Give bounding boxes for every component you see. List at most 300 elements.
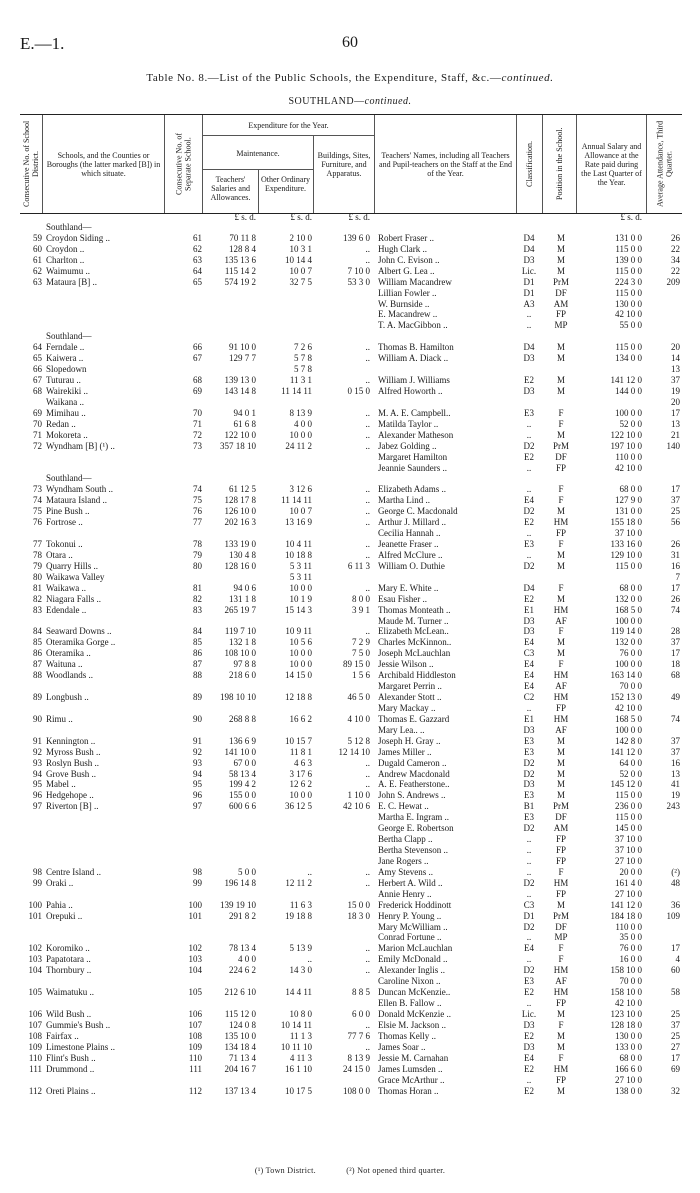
school-name: Centre Island .. bbox=[46, 866, 101, 877]
annual-salary: 131 0 0 bbox=[615, 232, 642, 243]
other-expenditure: 10 8 0 bbox=[289, 1009, 312, 1019]
average-attendance: 69 bbox=[671, 1063, 680, 1074]
table-header bbox=[20, 114, 682, 214]
district-number: 95 bbox=[33, 779, 42, 790]
school-name: Wyndham [B] (¹) .. bbox=[46, 440, 115, 451]
average-attendance: 37 bbox=[671, 1019, 680, 1030]
teachers-salaries: 130 4 8 bbox=[229, 549, 256, 560]
buildings-expenditure: 4 10 0 bbox=[347, 713, 370, 724]
district-number: 59 bbox=[33, 232, 42, 243]
position: M bbox=[556, 232, 565, 243]
school-name: Waikawa .. bbox=[46, 582, 87, 593]
position: FP bbox=[555, 702, 566, 713]
annual-salary: 70 0 0 bbox=[619, 976, 642, 987]
other-expenditure: 12 11 2 bbox=[285, 877, 312, 888]
other-expenditure: 7 2 6 bbox=[294, 342, 312, 353]
table-row bbox=[20, 790, 682, 800]
teacher-name: Mary Mackay .. bbox=[378, 702, 436, 713]
average-attendance: 37 bbox=[671, 746, 680, 757]
school-number: 61 bbox=[193, 232, 202, 243]
teacher-name: Jane Rogers .. bbox=[378, 855, 429, 866]
school-name: Mimihau .. bbox=[46, 407, 86, 418]
table-row-continuation bbox=[20, 288, 682, 298]
teachers-salaries: 124 0 8 bbox=[229, 1019, 256, 1030]
classification: E4 bbox=[524, 1052, 534, 1063]
school-number: 68 bbox=[193, 375, 202, 385]
table-row bbox=[20, 954, 682, 964]
position: HM bbox=[553, 987, 569, 998]
position: M bbox=[556, 637, 565, 648]
teacher-name: William O. Duthie bbox=[378, 560, 445, 571]
district-number: 105 bbox=[28, 987, 42, 998]
other-expenditure: 2 10 0 bbox=[289, 232, 312, 243]
school-number: 112 bbox=[188, 1085, 202, 1096]
table-row-continuation bbox=[20, 976, 682, 986]
table-row bbox=[20, 769, 682, 779]
district-number: 107 bbox=[28, 1019, 42, 1030]
classification: D2 bbox=[523, 921, 535, 932]
school-name: Southland— bbox=[46, 222, 92, 232]
teacher-name: Emily McDonald .. bbox=[378, 954, 448, 965]
teacher-name: William A. Diack .. bbox=[378, 353, 449, 364]
school-name: Grove Bush .. bbox=[46, 768, 96, 779]
annual-salary: 122 10 0 bbox=[610, 429, 642, 440]
position: M bbox=[556, 353, 565, 364]
header-position: Position in the School. bbox=[542, 115, 576, 213]
district-number: 93 bbox=[33, 757, 42, 768]
district-number: 60 bbox=[33, 243, 42, 254]
teacher-name: Thomas Kelly .. bbox=[378, 1030, 436, 1041]
other-expenditure: 10 15 7 bbox=[285, 735, 312, 746]
position: FP bbox=[555, 888, 566, 899]
school-number: 73 bbox=[193, 440, 202, 451]
table-row-continuation bbox=[20, 452, 682, 462]
classification: .. bbox=[526, 429, 532, 440]
district-number: 108 bbox=[28, 1030, 42, 1041]
teacher-name: Elizabeth McLean.. bbox=[378, 626, 449, 637]
position: F bbox=[558, 407, 564, 418]
teachers-salaries: 139 13 0 bbox=[224, 375, 256, 385]
header-other-expenditure: Other Ordinary Expenditure. bbox=[260, 175, 311, 193]
annual-salary: 16 0 0 bbox=[619, 954, 642, 965]
school-name: Limestone Plains .. bbox=[46, 1041, 115, 1052]
teacher-name: Conrad Fortune .. bbox=[378, 932, 442, 943]
other-expenditure: 36 12 5 bbox=[285, 801, 312, 812]
school-number: 85 bbox=[193, 637, 202, 648]
table-row bbox=[20, 408, 682, 418]
classification: .. bbox=[526, 1074, 532, 1085]
position: AF bbox=[555, 615, 567, 626]
table-row bbox=[20, 1053, 682, 1063]
header-teachers-names: Teachers' Names, including all Teachers and Pupil-teachers on the Staff at the End of the Year. bbox=[374, 115, 516, 213]
district-number: 98 bbox=[33, 866, 42, 877]
table-row bbox=[20, 506, 682, 516]
teacher-name: Alexander Matheson bbox=[378, 429, 454, 440]
annual-salary: 52 0 0 bbox=[619, 768, 642, 779]
table-row-continuation bbox=[20, 703, 682, 713]
classification: D4 bbox=[523, 243, 535, 254]
buildings-expenditure: 77 7 6 bbox=[347, 1030, 370, 1041]
other-expenditure: 11 3 1 bbox=[289, 375, 312, 385]
school-name: Mabel .. bbox=[46, 779, 76, 790]
school-name: Woodlands .. bbox=[46, 670, 94, 681]
average-attendance: 26 bbox=[671, 232, 680, 243]
other-expenditure: 14 15 0 bbox=[285, 670, 312, 681]
classification: D3 bbox=[523, 1019, 535, 1030]
table-row bbox=[20, 572, 682, 582]
average-attendance: 243 bbox=[666, 801, 680, 812]
table-row-continuation bbox=[20, 932, 682, 942]
teacher-name: Alfred Howorth .. bbox=[378, 385, 443, 396]
position: M bbox=[556, 593, 565, 604]
average-attendance: 37 bbox=[671, 637, 680, 648]
school-name: Oraki .. bbox=[46, 877, 74, 888]
district-number: 88 bbox=[33, 670, 42, 681]
other-expenditure: 14 4 11 bbox=[285, 987, 312, 998]
position: M bbox=[556, 1041, 565, 1052]
classification: D2 bbox=[523, 506, 535, 517]
teacher-name: Hugh Clark .. bbox=[378, 243, 427, 254]
district-number: 94 bbox=[33, 768, 42, 779]
average-attendance: 27 bbox=[671, 1041, 680, 1052]
header-consecutive-school: Consecutive No. of Separate School. bbox=[164, 115, 202, 213]
school-name: Flint's Bush .. bbox=[46, 1052, 96, 1063]
teachers-salaries: 199 4 2 bbox=[229, 779, 256, 790]
teachers-salaries: 70 11 8 bbox=[229, 232, 256, 243]
other-expenditure: 10 14 4 bbox=[285, 254, 312, 265]
teachers-salaries: 135 13 6 bbox=[224, 254, 256, 265]
teacher-name: E. C. Hewat .. bbox=[378, 801, 429, 812]
school-name: Croydon .. bbox=[46, 243, 85, 254]
table-row bbox=[20, 364, 682, 374]
teacher-name: Herbert A. Wild .. bbox=[378, 877, 443, 888]
table-row bbox=[20, 430, 682, 440]
school-name: Waimatuku .. bbox=[46, 987, 95, 998]
position: FP bbox=[555, 834, 566, 845]
teacher-name: Margaret Hamilton bbox=[378, 451, 448, 462]
average-attendance: 31 bbox=[671, 549, 680, 560]
district-number: 82 bbox=[33, 593, 42, 604]
classification: .. bbox=[526, 998, 532, 1008]
district-number: 89 bbox=[33, 692, 42, 702]
teacher-name: John C. Evison .. bbox=[378, 254, 440, 265]
district-number: 62 bbox=[33, 265, 42, 276]
annual-salary: 134 0 0 bbox=[615, 353, 642, 364]
average-attendance: 17 bbox=[671, 1052, 680, 1063]
average-attendance: 25 bbox=[671, 1009, 680, 1019]
teacher-name: Bertha Clapp .. bbox=[378, 834, 433, 845]
teacher-name: Martha E. Ingram .. bbox=[378, 812, 449, 823]
district-number: 74 bbox=[33, 495, 42, 506]
position: PrM bbox=[552, 276, 569, 287]
average-attendance: 109 bbox=[666, 910, 680, 921]
other-expenditure: 12 18 8 bbox=[285, 692, 312, 702]
average-attendance: 20 bbox=[671, 342, 680, 353]
table-row bbox=[20, 626, 682, 636]
teachers-salaries: 94 0 6 bbox=[233, 582, 256, 593]
average-attendance: (²) bbox=[671, 866, 680, 877]
table-row-continuation bbox=[20, 922, 682, 932]
position: M bbox=[556, 265, 565, 276]
district-number: 87 bbox=[33, 659, 42, 670]
annual-salary: 37 10 0 bbox=[615, 845, 642, 855]
buildings-expenditure: 0 15 0 bbox=[347, 385, 370, 396]
annual-salary: 152 13 0 bbox=[610, 692, 642, 702]
district-number: 83 bbox=[33, 604, 42, 615]
position: AM bbox=[553, 823, 569, 834]
district-number: 112 bbox=[28, 1085, 42, 1096]
classification: D2 bbox=[523, 823, 535, 834]
school-name: Oteramika Gorge .. bbox=[46, 637, 116, 648]
buildings-expenditure: .. bbox=[365, 375, 370, 385]
average-attendance: 68 bbox=[671, 670, 680, 681]
classification: E4 bbox=[524, 637, 534, 648]
position: DF bbox=[555, 287, 567, 298]
school-name: Pine Bush .. bbox=[46, 506, 90, 517]
table-title-continued: continued. bbox=[501, 72, 554, 84]
other-expenditure: 3 12 6 bbox=[289, 484, 312, 495]
buildings-expenditure: 89 15 0 bbox=[343, 659, 370, 670]
buildings-expenditure: .. bbox=[365, 626, 370, 637]
buildings-expenditure: .. bbox=[365, 1041, 370, 1052]
school-name: Orepuki .. bbox=[46, 910, 83, 921]
classification: E3 bbox=[524, 812, 534, 823]
average-attendance: 22 bbox=[671, 243, 680, 254]
buildings-expenditure: 1 5 6 bbox=[352, 670, 370, 681]
teachers-salaries: 218 6 0 bbox=[229, 670, 256, 681]
position: M bbox=[556, 549, 565, 560]
buildings-expenditure: .. bbox=[365, 539, 370, 549]
annual-salary: 100 0 0 bbox=[615, 724, 642, 735]
school-name: Croydon Siding .. bbox=[46, 232, 111, 243]
teachers-salaries: 139 19 10 bbox=[220, 899, 256, 910]
classification: E3 bbox=[524, 790, 534, 801]
annual-salary: 224 3 0 bbox=[615, 276, 642, 287]
table-row bbox=[20, 495, 682, 505]
buildings-expenditure: 7 5 0 bbox=[352, 648, 370, 659]
district-number: 102 bbox=[28, 943, 42, 954]
teacher-name: Caroline Nixon .. bbox=[378, 976, 441, 987]
classification: B1 bbox=[523, 801, 535, 812]
classification: .. bbox=[526, 855, 532, 866]
teachers-salaries: 133 19 0 bbox=[224, 539, 256, 549]
annual-salary: 166 6 0 bbox=[615, 1063, 642, 1074]
school-number: 71 bbox=[193, 418, 202, 429]
school-name: Charlton .. bbox=[46, 254, 85, 265]
other-expenditure: 10 1 9 bbox=[289, 593, 312, 604]
district-number: 109 bbox=[28, 1041, 42, 1052]
other-expenditure: 14 3 0 bbox=[289, 965, 312, 976]
school-name: Fortrose .. bbox=[46, 517, 83, 528]
annual-salary: 145 0 0 bbox=[615, 823, 642, 834]
teacher-name: T. A. MacGibbon .. bbox=[378, 320, 448, 331]
teacher-name: Mary E. White .. bbox=[378, 582, 439, 593]
buildings-expenditure: 18 3 0 bbox=[347, 910, 370, 921]
school-name: Oteramika .. bbox=[46, 648, 91, 659]
school-number: 70 bbox=[193, 407, 202, 418]
table-row-continuation bbox=[20, 725, 682, 735]
annual-salary: 115 0 0 bbox=[615, 265, 642, 276]
average-attendance: 22 bbox=[671, 265, 680, 276]
table-row bbox=[20, 779, 682, 789]
teacher-name: Joseph McLauchlan bbox=[378, 648, 451, 659]
school-number: 69 bbox=[193, 385, 202, 396]
district-number: 76 bbox=[33, 517, 42, 528]
average-attendance: 26 bbox=[671, 539, 680, 549]
unit-teachers-salaries: £ s. d. bbox=[234, 212, 256, 222]
teachers-salaries: 291 8 2 bbox=[229, 910, 256, 921]
school-name: Tuturau .. bbox=[46, 375, 81, 385]
teachers-salaries: 5 0 0 bbox=[238, 866, 256, 877]
buildings-expenditure: .. bbox=[365, 779, 370, 790]
school-number: 105 bbox=[188, 987, 202, 998]
school-name: Kennington .. bbox=[46, 735, 96, 746]
average-attendance: 16 bbox=[671, 560, 680, 571]
table-row bbox=[20, 539, 682, 549]
position: FP bbox=[555, 998, 566, 1008]
annual-salary: 168 5 0 bbox=[615, 713, 642, 724]
classification: D2 bbox=[523, 440, 535, 451]
classification: .. bbox=[526, 484, 532, 495]
school-number: 62 bbox=[193, 243, 202, 254]
buildings-expenditure: .. bbox=[365, 943, 370, 954]
school-number: 67 bbox=[193, 353, 202, 364]
teachers-salaries: 78 13 4 bbox=[229, 943, 256, 954]
buildings-expenditure: .. bbox=[365, 877, 370, 888]
school-name: Hedgehope .. bbox=[46, 790, 94, 801]
position: M bbox=[556, 385, 565, 396]
district-number: 111 bbox=[29, 1063, 42, 1074]
school-number: 72 bbox=[193, 429, 202, 440]
position: M bbox=[556, 768, 565, 779]
buildings-expenditure: 42 10 6 bbox=[343, 801, 370, 812]
school-number: 98 bbox=[193, 866, 202, 877]
average-attendance: 37 bbox=[671, 735, 680, 746]
classification: D3 bbox=[523, 626, 535, 637]
table-row-continuation bbox=[20, 812, 682, 822]
other-expenditure: 11 6 3 bbox=[289, 899, 312, 910]
table-row bbox=[20, 878, 682, 888]
buildings-expenditure: 15 0 0 bbox=[347, 899, 370, 910]
buildings-expenditure: 139 6 0 bbox=[343, 232, 370, 243]
teachers-salaries: 115 12 0 bbox=[224, 1009, 256, 1019]
buildings-expenditure: 8 8 5 bbox=[352, 987, 370, 998]
district-number: 64 bbox=[33, 342, 42, 353]
district-number: 90 bbox=[33, 713, 42, 724]
buildings-expenditure: .. bbox=[365, 1019, 370, 1030]
school-number: 89 bbox=[193, 692, 202, 702]
position: AF bbox=[555, 724, 567, 735]
classification: E4 bbox=[524, 943, 534, 954]
buildings-expenditure: 5 12 8 bbox=[347, 735, 370, 746]
school-name: Pahia .. bbox=[46, 899, 73, 910]
school-name: Tokonui .. bbox=[46, 539, 83, 549]
table-row-continuation bbox=[20, 463, 682, 473]
position: F bbox=[558, 659, 564, 670]
district-number: 78 bbox=[33, 549, 42, 560]
classification: E2 bbox=[524, 375, 534, 385]
table-row bbox=[20, 517, 682, 527]
teacher-name: William Macandrew bbox=[378, 276, 452, 287]
annual-salary: 115 0 0 bbox=[615, 560, 642, 571]
school-name: Mokoreta .. bbox=[46, 429, 88, 440]
teacher-name: M. A. E. Campbell.. bbox=[378, 407, 451, 418]
teacher-name: Thomas B. Hamilton bbox=[378, 342, 454, 353]
average-attendance: 56 bbox=[671, 517, 680, 528]
annual-salary: 27 10 0 bbox=[615, 1074, 642, 1085]
teachers-salaries: 132 1 8 bbox=[229, 637, 256, 648]
annual-salary: 37 10 0 bbox=[615, 528, 642, 538]
district-number: 84 bbox=[33, 626, 42, 637]
buildings-expenditure: 24 15 0 bbox=[343, 1063, 370, 1074]
classification: E2 bbox=[524, 987, 534, 998]
school-number: 88 bbox=[193, 670, 202, 681]
classification: D2 bbox=[523, 768, 535, 779]
school-name: Rimu .. bbox=[46, 713, 73, 724]
teachers-salaries: 136 6 9 bbox=[229, 735, 256, 746]
classification: D2 bbox=[523, 757, 535, 768]
average-attendance: 37 bbox=[671, 495, 680, 506]
teachers-salaries: 67 0 0 bbox=[233, 757, 256, 768]
district-number: 75 bbox=[33, 506, 42, 517]
buildings-expenditure: .. bbox=[365, 353, 370, 364]
teachers-salaries: 122 10 0 bbox=[224, 429, 256, 440]
other-expenditure: 4 11 3 bbox=[289, 1052, 312, 1063]
other-expenditure: 10 0 7 bbox=[289, 265, 312, 276]
other-expenditure: 10 0 0 bbox=[289, 582, 312, 593]
classification: .. bbox=[526, 888, 532, 899]
classification: .. bbox=[526, 549, 532, 560]
teachers-salaries: 128 8 4 bbox=[229, 243, 256, 254]
table-row bbox=[20, 670, 682, 680]
classification: D3 bbox=[523, 779, 535, 790]
position: F bbox=[558, 539, 564, 549]
other-expenditure: 11 14 11 bbox=[281, 385, 312, 396]
classification: E2 bbox=[524, 1030, 534, 1041]
buildings-expenditure: .. bbox=[365, 407, 370, 418]
classification: E2 bbox=[524, 593, 534, 604]
other-expenditure: 10 0 0 bbox=[289, 648, 312, 659]
position: AF bbox=[555, 681, 567, 692]
average-attendance: 17 bbox=[671, 648, 680, 659]
school-number: 97 bbox=[193, 801, 202, 812]
buildings-expenditure: .. bbox=[365, 418, 370, 429]
table-row bbox=[20, 484, 682, 494]
other-expenditure: 24 11 2 bbox=[285, 440, 312, 451]
annual-salary: 168 5 0 bbox=[615, 604, 642, 615]
district-number: 103 bbox=[28, 954, 42, 965]
other-expenditure: 11 14 11 bbox=[281, 495, 312, 506]
annual-salary: 55 0 0 bbox=[619, 320, 642, 331]
teachers-salaries: 58 13 4 bbox=[229, 768, 256, 779]
position: PrM bbox=[552, 440, 569, 451]
teacher-name: Elsie M. Jackson .. bbox=[378, 1019, 446, 1030]
teacher-name: Duncan McKenzie.. bbox=[378, 987, 451, 998]
header-buildings: Buildings, Sites, Furniture, and Apparatus. bbox=[317, 151, 371, 178]
district-number: 101 bbox=[28, 910, 42, 921]
table-row bbox=[20, 386, 682, 396]
teacher-name: Frederick Hoddinott bbox=[378, 899, 452, 910]
annual-salary: 130 0 0 bbox=[615, 1030, 642, 1041]
region-subtitle-continued: continued. bbox=[364, 96, 412, 107]
teachers-salaries: 204 16 7 bbox=[224, 1063, 256, 1074]
position: HM bbox=[553, 877, 569, 888]
position: FP bbox=[555, 309, 566, 320]
classification: .. bbox=[526, 845, 532, 855]
header-consecutive-district: Consecutive No. of School District. bbox=[22, 120, 40, 208]
teacher-name: Robert Fraser .. bbox=[378, 232, 434, 243]
school-name: Papatotara .. bbox=[46, 954, 91, 965]
